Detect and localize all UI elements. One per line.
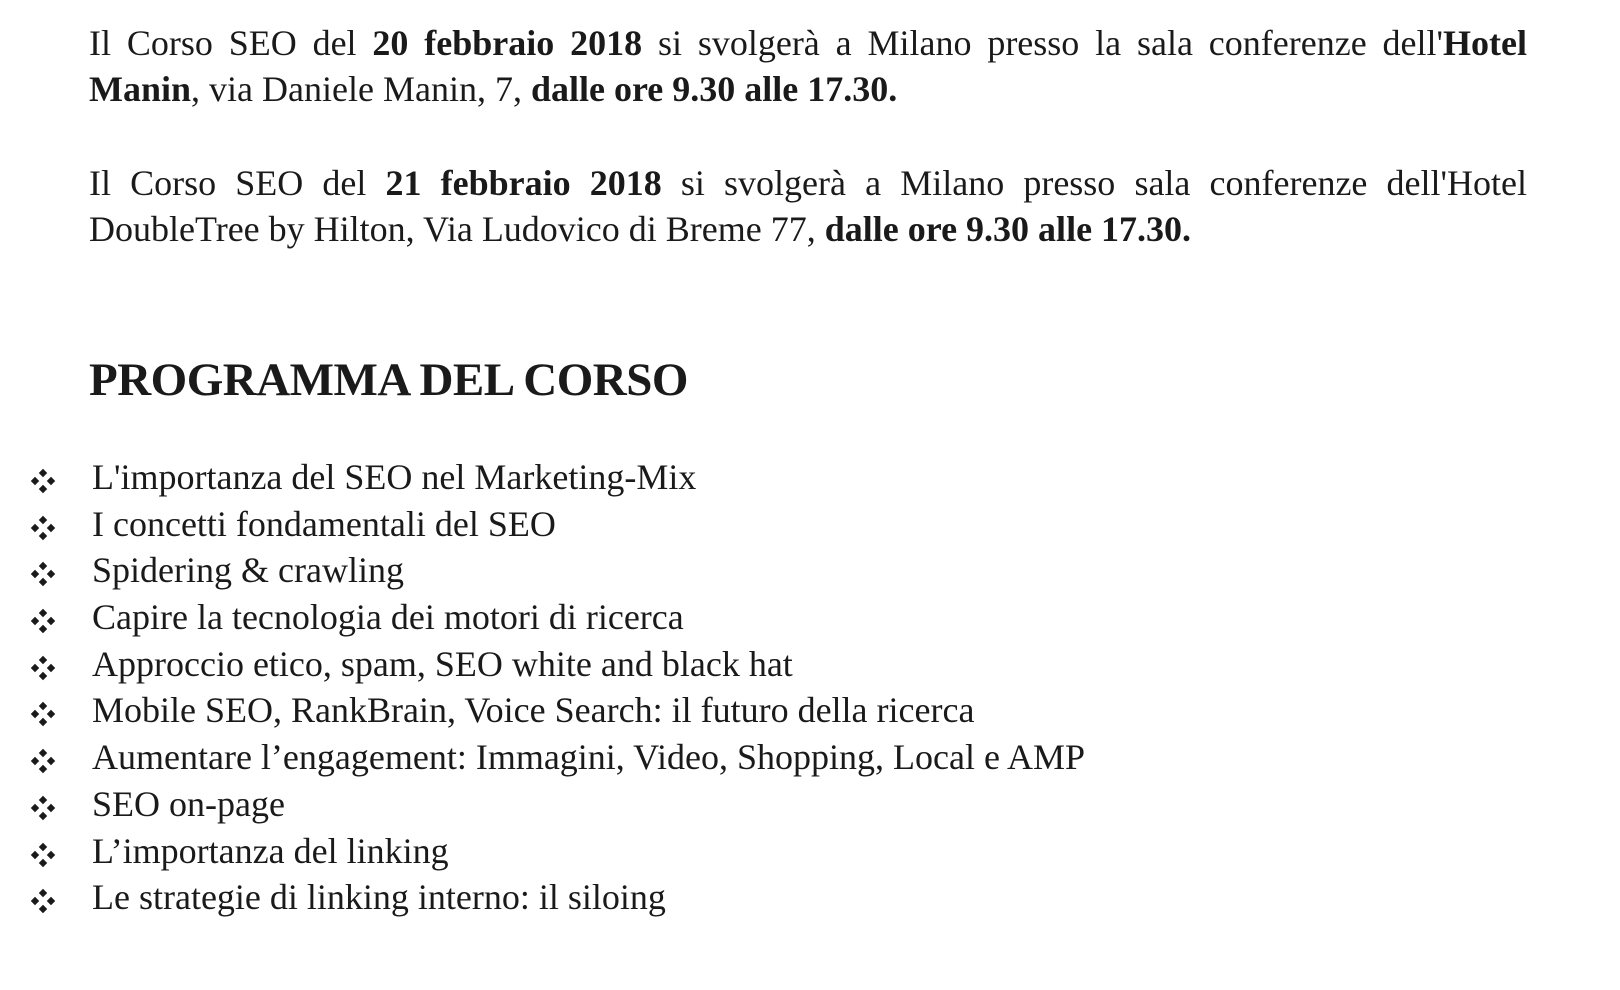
- list-item-text: Capire la tecnologia dei motori di ricerca: [92, 597, 684, 638]
- text-run: , via Daniele Manin, 7,: [191, 69, 531, 109]
- list-item-text: L’importanza del linking: [92, 830, 449, 871]
- text-run: si svolgerà a Milano presso la sala conferenze dell': [642, 23, 1444, 63]
- diamond-bullet-icon: [30, 515, 56, 541]
- event-paragraph-1: [89, 20, 1527, 112]
- bold-text: Hotel Manin: [89, 23, 1527, 109]
- diamond-bullet-icon: [30, 748, 56, 774]
- bold-text: 20 febbraio 2018: [372, 23, 643, 63]
- diamond-bullet-icon: [30, 842, 56, 868]
- event-paragraph-2: [89, 160, 1527, 252]
- list-item-text: Mobile SEO, RankBrain, Voice Search: il futuro della ricerca: [92, 690, 975, 731]
- text-run: si svolgerà a Milano presso sala conferenze dell'Hotel DoubleTree by Hilton, Via Ludovico di Breme 77,: [89, 163, 1527, 249]
- list-item-text: I concetti fondamentali del SEO: [92, 503, 556, 544]
- diamond-bullet-icon: [30, 561, 56, 587]
- diamond-bullet-icon: [30, 888, 56, 914]
- list-item-text: SEO on-page: [92, 783, 285, 824]
- list-item-text: Approccio etico, spam, SEO white and black hat: [92, 643, 793, 684]
- diamond-bullet-icon: [30, 655, 56, 681]
- list-item-text: Le strategie di linking interno: il siloing: [92, 877, 666, 918]
- diamond-bullet-icon: [30, 608, 56, 634]
- program-heading: PROGRAMMA DEL CORSO: [89, 354, 688, 406]
- bold-text: dalle ore 9.30 alle 17.30.: [530, 69, 898, 109]
- text-run: Il Corso SEO del: [89, 23, 373, 63]
- diamond-bullet-icon: [30, 468, 56, 494]
- list-item-text: Spidering & crawling: [92, 550, 404, 591]
- text-run: Il Corso SEO del: [89, 163, 386, 203]
- bold-text: 21 febbraio 2018: [385, 163, 662, 203]
- diamond-bullet-icon: [30, 701, 56, 727]
- list-item-text: Aumentare l’engagement: Immagini, Video, Shopping, Local e AMP: [92, 737, 1085, 778]
- diamond-bullet-icon: [30, 795, 56, 821]
- list-item-text: L'importanza del SEO nel Marketing-Mix: [92, 457, 697, 497]
- bold-text: dalle ore 9.30 alle 17.30.: [824, 209, 1192, 249]
